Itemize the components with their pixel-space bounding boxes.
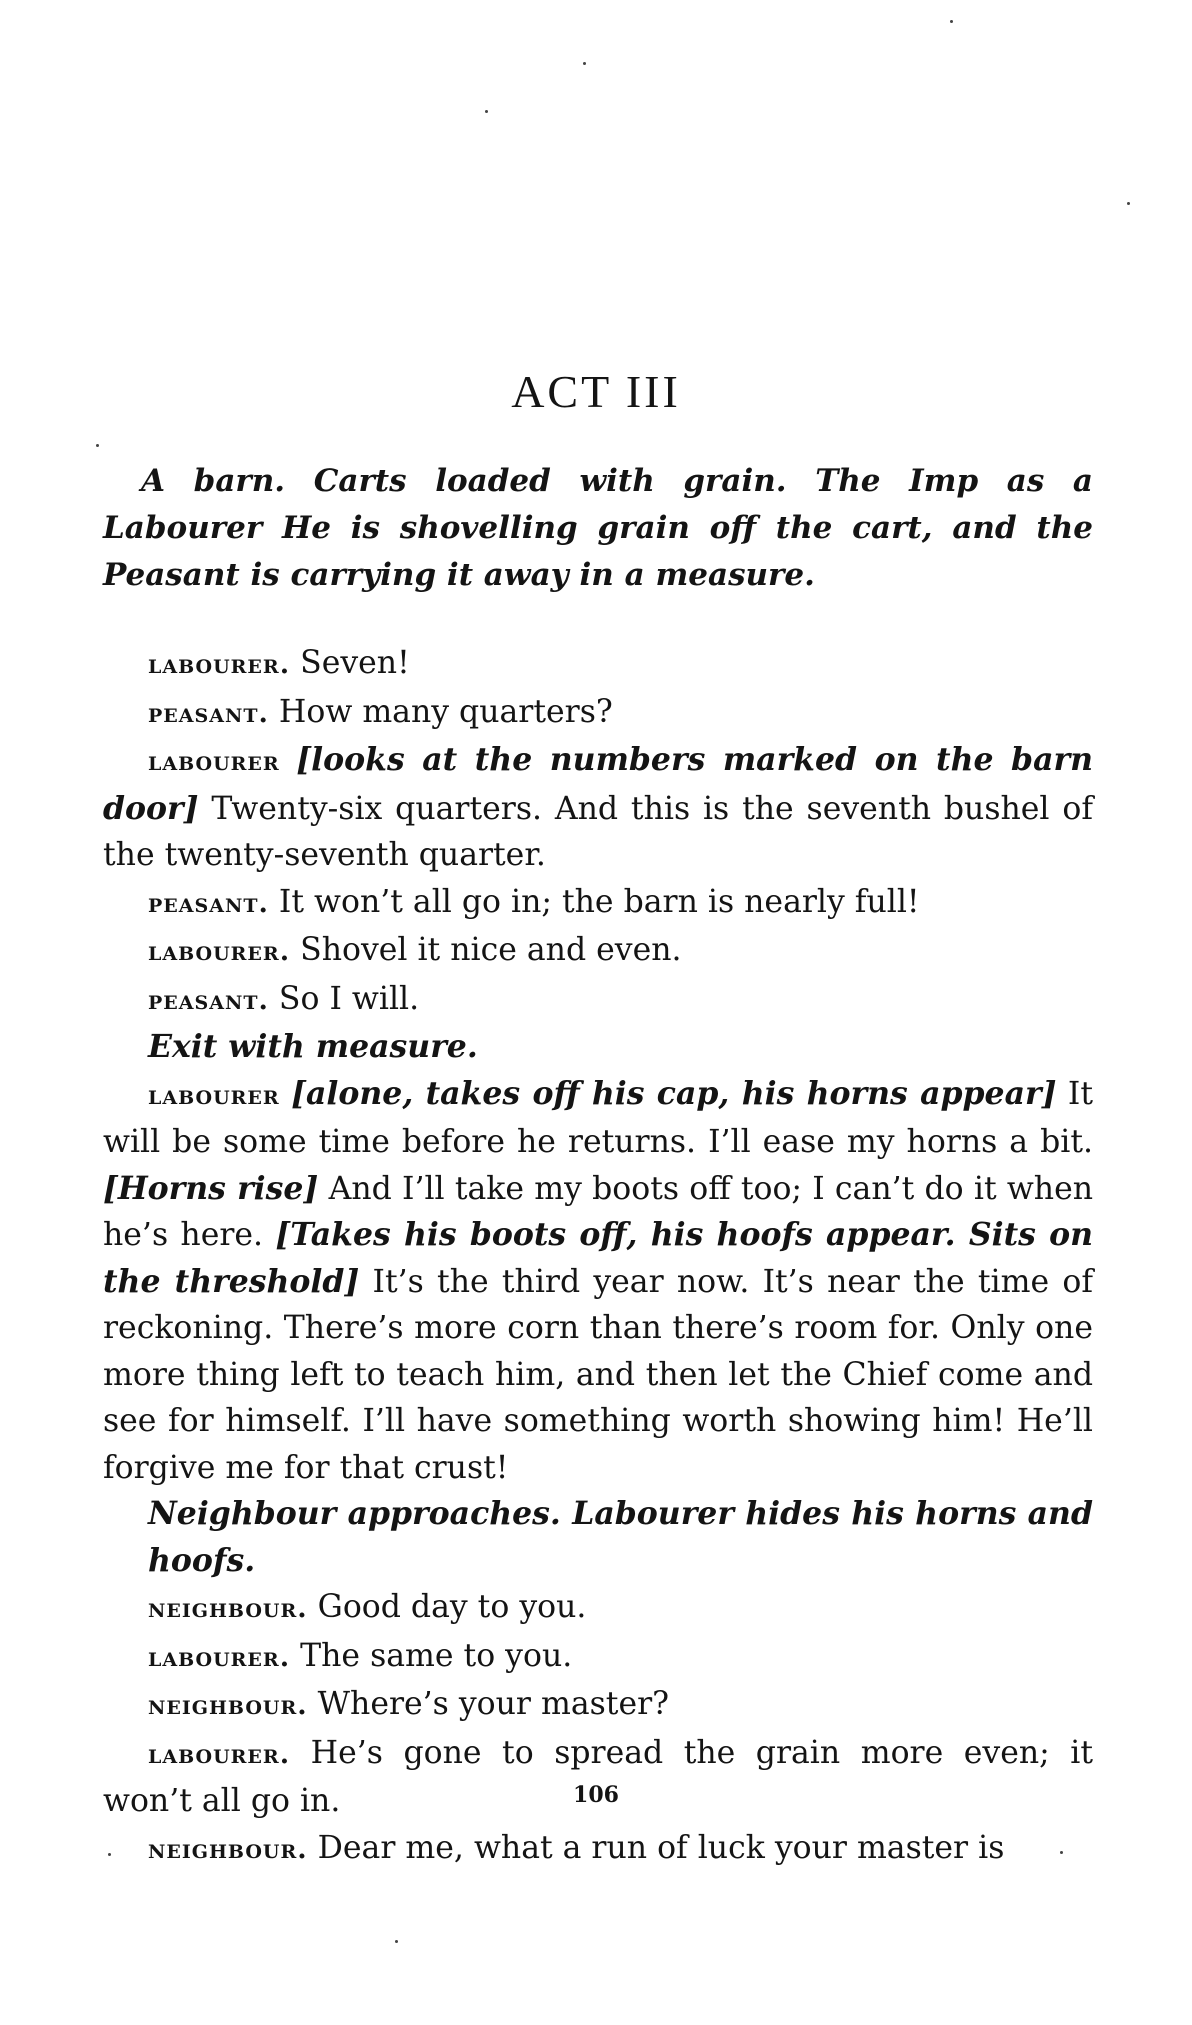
dialogue-line bbox=[103, 1681, 1093, 1730]
speaker-name: neighbour. bbox=[148, 1593, 308, 1624]
line-text: Twenty-six quarters. And this is the seventh bushel of the twenty-seventh quarter. bbox=[103, 790, 1093, 873]
dialogue-line bbox=[103, 1730, 1093, 1825]
dialogue-body bbox=[103, 640, 1093, 1873]
line-text: It won’t all go in; the barn is nearly full! bbox=[278, 883, 920, 920]
line-text: Dear me, what a run of luck your master is bbox=[317, 1829, 1005, 1866]
scan-speck bbox=[96, 444, 99, 447]
act-title: ACT III bbox=[511, 366, 681, 417]
stage-direction-inline: [alone, takes off his cap, his horns appear] bbox=[291, 1074, 1057, 1112]
dialogue-line bbox=[103, 1584, 1093, 1633]
speaker-name: labourer. bbox=[148, 936, 291, 967]
line-text: Where’s your master? bbox=[317, 1686, 670, 1722]
scan-speck bbox=[1127, 202, 1130, 205]
line-text: Good day to you. bbox=[317, 1589, 587, 1625]
scan-speck bbox=[485, 110, 488, 113]
stage-direction-inline: [Takes his boots off, his hoofs appear. Sits on the threshold] bbox=[103, 1216, 1094, 1300]
dialogue-line bbox=[103, 1825, 1093, 1874]
dialogue-line bbox=[103, 879, 1093, 928]
line-text: He’s gone to spread the grain more even; it won’t all go in. bbox=[103, 1734, 1093, 1819]
speaker-name: labourer bbox=[148, 1079, 280, 1111]
speaker-name: neighbour. bbox=[148, 1833, 308, 1865]
stage-direction-inline: [looks at the numbers marked on the barn door] bbox=[103, 741, 1093, 827]
dialogue-line bbox=[103, 689, 1093, 738]
dialogue-line bbox=[103, 640, 1093, 689]
speaker-name: peasant. bbox=[148, 887, 269, 919]
speaker-name: labourer bbox=[148, 746, 280, 777]
speaker-name: peasant. bbox=[148, 984, 269, 1016]
speaker-name: neighbour. bbox=[148, 1690, 308, 1721]
scan-speck bbox=[395, 1940, 398, 1943]
page-number: 106 bbox=[573, 1782, 619, 1808]
exit-direction: Exit with measure. bbox=[148, 1028, 478, 1065]
dialogue-line bbox=[103, 1071, 1093, 1492]
line-text: And I’ll take my boots off too; I can’t do it when he’s here. bbox=[103, 1170, 1094, 1253]
line-text: It’s the third year now. It’s near the time of reckoning. There’s more corn than there’s room for. Only one more thing left to teach him, and then let the Chief come and see for himself. I’ll have something worth showing him! He’ll forgive me for that crust! bbox=[103, 1263, 1093, 1486]
speaker-name: peasant. bbox=[148, 697, 269, 729]
scan-speck bbox=[950, 20, 953, 23]
stage-direction-inline: [Horns rise] bbox=[103, 1169, 319, 1207]
dialogue-line bbox=[103, 737, 1093, 879]
line-text: How many quarters? bbox=[278, 693, 613, 730]
speaker-name: labourer. bbox=[148, 649, 291, 680]
scan-speck bbox=[1060, 1851, 1063, 1854]
line-text: Seven! bbox=[300, 645, 410, 681]
dialogue-line bbox=[103, 927, 1093, 976]
line-text: So I will. bbox=[278, 980, 420, 1017]
dialogue-line bbox=[103, 1633, 1093, 1682]
opening-stage-direction: A barn. Carts loaded with grain. The Imp as a Labourer He is shovelling grain off the cart, and the Peasant is carrying it away in a measure. bbox=[103, 463, 1093, 593]
line-text: It will be some time before he returns. I’ll ease my horns a bit. bbox=[103, 1075, 1093, 1160]
dialogue-line bbox=[103, 976, 1093, 1025]
scan-speck bbox=[108, 1853, 111, 1856]
scan-speck bbox=[583, 62, 586, 65]
line-text: The same to you. bbox=[300, 1637, 573, 1674]
entrance-direction: Neighbour approaches. Labourer hides his horns and hoofs. bbox=[148, 1495, 1093, 1579]
speaker-name: labourer. bbox=[148, 1641, 291, 1673]
speaker-name: labourer. bbox=[148, 1738, 291, 1770]
line-text: Shovel it nice and even. bbox=[300, 932, 682, 968]
